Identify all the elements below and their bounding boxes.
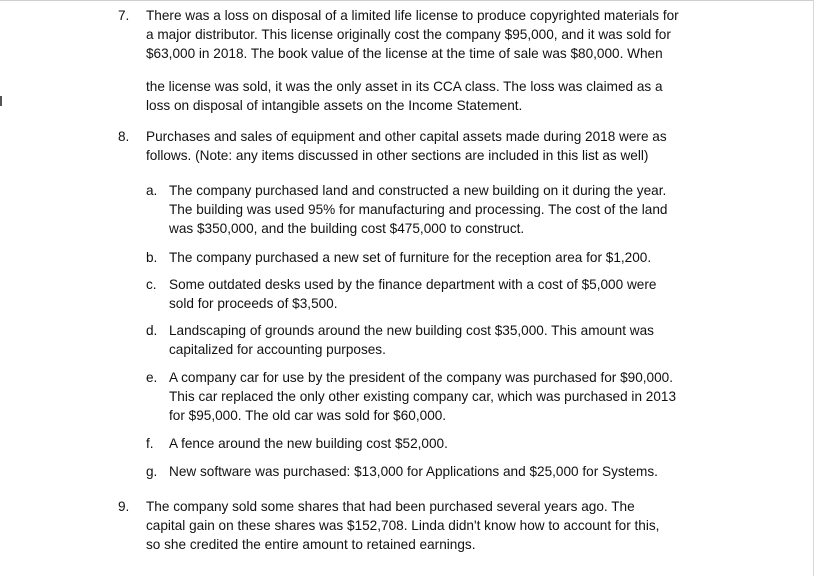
text-line: New software was purchased: $13,000 for Applications and $25,000 for Systems. <box>169 464 658 479</box>
text-line: capitalized for accounting purposes. <box>169 342 386 357</box>
text-line: follows. (Note: any items discussed in other sections are included in this list as well) <box>146 148 649 163</box>
sub-item-text <box>169 275 724 313</box>
item-text <box>146 6 724 63</box>
text-line: so she credited the entire amount to retained earnings. <box>146 537 476 552</box>
item-number: 8. <box>118 129 130 144</box>
text-line: The building was used 95% for manufacturing and processing. The cost of the land <box>169 202 668 217</box>
sub-item-letter: a. <box>146 183 158 198</box>
text-line: The company purchased land and constructed a new building on it during the year. <box>169 183 667 198</box>
text-line: The company purchased a new set of furniture for the reception area for $1,200. <box>169 250 652 265</box>
sub-item-letter: g. <box>146 464 158 479</box>
sub-item-letter: b. <box>146 250 158 265</box>
item-text <box>146 497 724 554</box>
sub-item-text <box>169 434 724 453</box>
item-text-continued <box>146 77 724 115</box>
item-number: 7. <box>118 8 130 23</box>
sub-item-text <box>169 462 724 481</box>
text-line: Landscaping of grounds around the new building cost $35,000. This amount was <box>169 323 654 338</box>
text-line: The company sold some shares that had been purchased several years ago. The <box>146 499 635 514</box>
text-line: was $350,000, and the building cost $475,000 to construct. <box>169 221 525 236</box>
text-line: There was a loss on disposal of a limited life license to produce copyrighted materials for <box>146 8 679 23</box>
sub-item-letter: c. <box>146 277 157 292</box>
sub-item-letter: f. <box>146 436 154 451</box>
item-text <box>146 127 724 165</box>
text-line: Purchases and sales of equipment and other capital assets made during 2018 were as <box>146 129 667 144</box>
text-line: the license was sold, it was the only asset in its CCA class. The loss was claimed as a <box>146 79 663 94</box>
sub-item-letter: e. <box>146 370 158 385</box>
text-line: loss on disposal of intangible assets on the Income Statement. <box>146 98 523 113</box>
item-number: 9. <box>118 499 130 514</box>
sub-item-letter: d. <box>146 323 158 338</box>
text-line: for $95,000. The old car was sold for $60,000. <box>169 408 447 423</box>
text-line: sold for proceeds of $3,500. <box>169 296 338 311</box>
sub-item-text <box>169 368 724 425</box>
sub-item-text <box>169 248 724 267</box>
text-line: A fence around the new building cost $52,000. <box>169 436 448 451</box>
sub-item-text <box>169 321 724 359</box>
text-line: $63,000 in 2018. The book value of the license at the time of sale was $80,000. When <box>146 46 663 61</box>
text-line: This car replaced the only other existing company car, which was purchased in 2013 <box>169 389 677 404</box>
text-line: a major distributor. This license originally cost the company $95,000, and it was sold for <box>146 27 671 42</box>
text-line: capital gain on these shares was $152,708. Linda didn't know how to account for this, <box>146 518 660 533</box>
text-line: A company car for use by the president of the company was purchased for $90,000. <box>169 370 674 385</box>
sub-item-text <box>169 181 724 238</box>
text-line: Some outdated desks used by the finance department with a cost of $5,000 were <box>169 277 657 292</box>
